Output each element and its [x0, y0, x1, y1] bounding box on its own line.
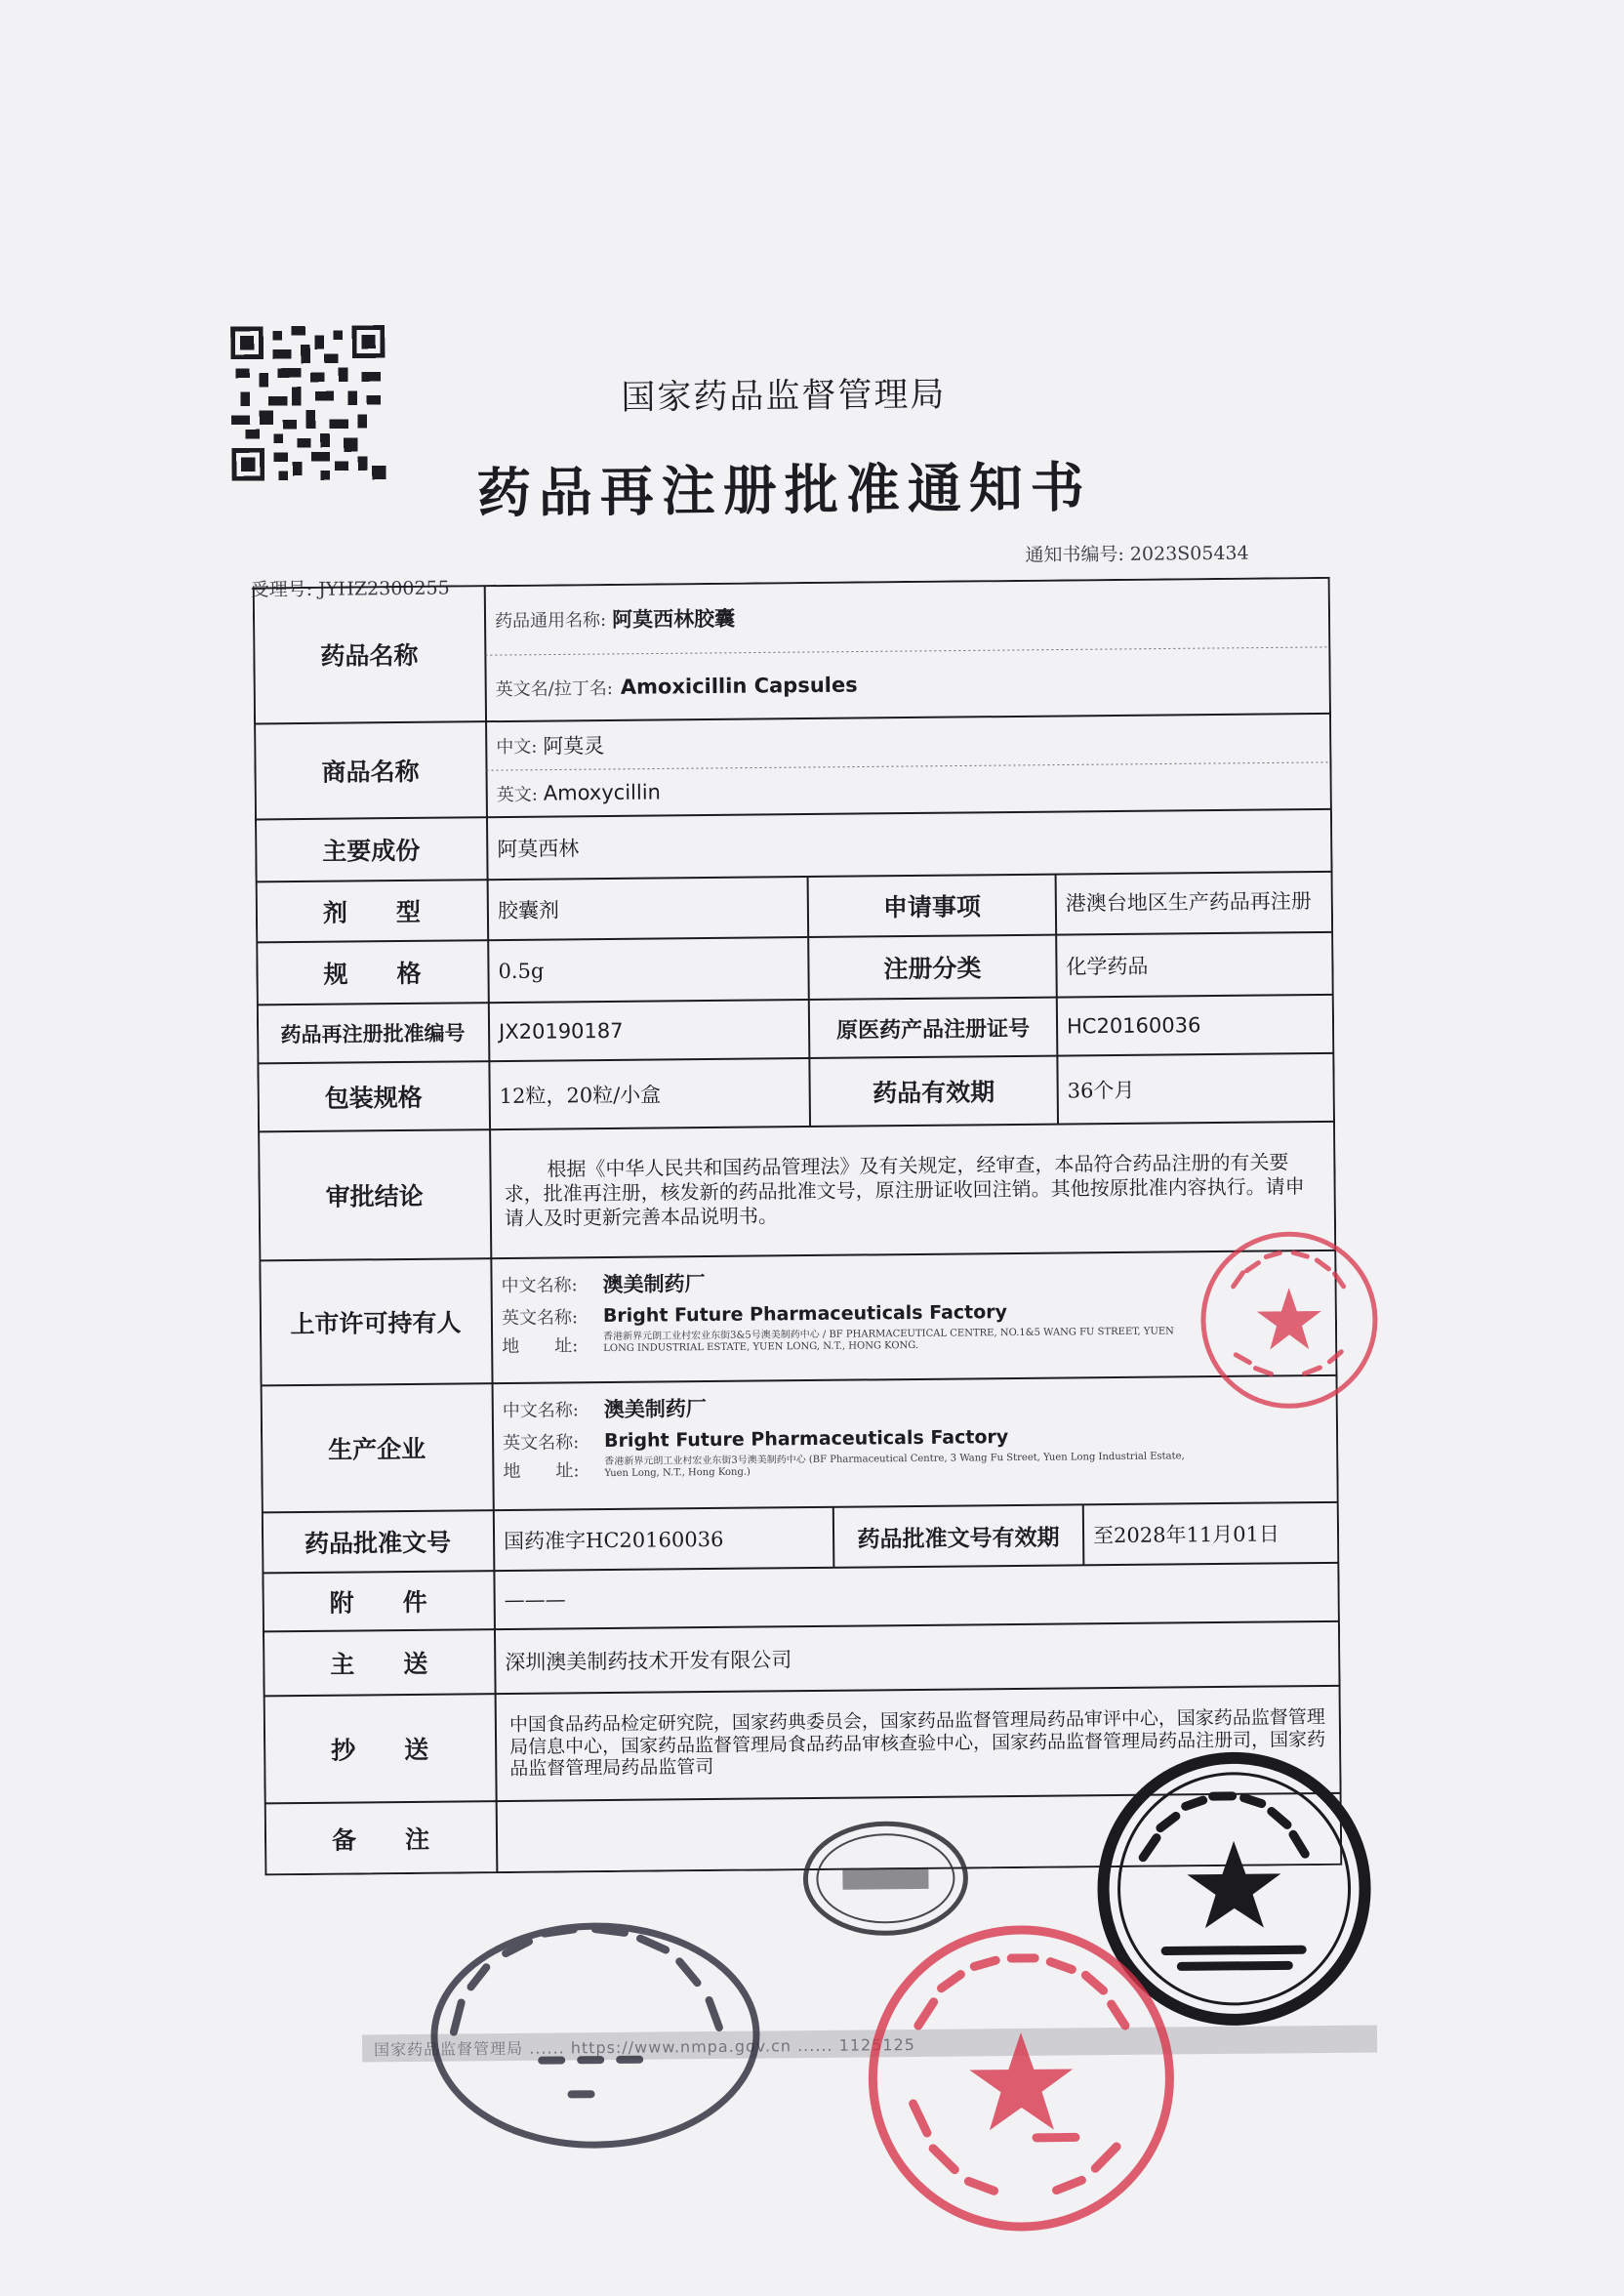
original-reg-cert-label: 原医药产品注册证号 [835, 1015, 1031, 1044]
mah-en-label: 英文名称: [501, 1307, 579, 1330]
mah-en-value: Bright Future Pharmaceuticals Factory [602, 1301, 1008, 1328]
conclusion-text: 根据《中华人民共和国药品管理法》及有关规定，经审查，本品符合药品注册的有关要求，批准再注册，核发新的药品批准文号，原注册证收回注销。其他按原批准内容执行。请申请人及时更新完善本品说明书。 [504, 1149, 1305, 1230]
trade-name-cn-value: 阿莫灵 [543, 734, 605, 758]
mah-cn-label: 中文名称: [501, 1275, 578, 1297]
attachment-label: 附 件 [329, 1587, 427, 1618]
issuer-title: 国家药品监督管理局 [621, 375, 947, 418]
document-title: 药品再注册批准通知书 [476, 455, 1093, 525]
acceptance-number: 受理号: JYHZ2300255 [250, 577, 450, 601]
manufacturer-en-label: 英文名称: [503, 1432, 580, 1455]
english-name-value: Amoxicillin Capsules [620, 673, 858, 699]
manufacturer-addr-value: 香港新界元朗工业村宏业东街3号澳美制药中心 (BF Pharmaceutical Centre, 3 Wang Fu Street, Yuen Long Industrial Estate, Yuen Long, N.T., Hong Kong.) [604, 1451, 1185, 1479]
dosage-form-value: 胶囊剂 [497, 898, 560, 923]
dosage-form-label: 剂 型 [322, 897, 422, 927]
approval-validity-label: 药品批准文号有效期 [857, 1524, 1060, 1553]
validity-value: 36个月 [1067, 1078, 1135, 1103]
manufacturer-cn-label: 中文名称: [502, 1400, 579, 1422]
primary-recipient-label: 主 送 [330, 1649, 428, 1679]
packaging-value: 12粒，20粒/小盒 [499, 1083, 662, 1109]
company-quality-red-stamp-icon [859, 1915, 1184, 2240]
conclusion-label: 审批结论 [325, 1181, 424, 1211]
approval-table [253, 577, 1343, 1876]
trade-name-en-value: Amoxycillin [543, 780, 662, 805]
ingredient-value: 阿莫西林 [497, 837, 580, 862]
english-name-row [485, 647, 1331, 721]
attachment-value: ——— [504, 1587, 566, 1613]
quality-department-stamp-icon [1196, 1226, 1383, 1414]
approval-no-label: 药品批准文号 [304, 1528, 452, 1558]
generic-name-label: 药品通用名称: [494, 609, 607, 633]
trade-name-en-row [487, 762, 1332, 817]
registration-category-label: 注册分类 [883, 954, 982, 984]
specification-label: 规 格 [323, 959, 422, 989]
manufacturer-en-value: Bright Future Pharmaceuticals Factory [604, 1426, 1009, 1453]
trade-name-cn-label: 中文: [496, 736, 538, 758]
approval-validity-value: 至2028年11月01日 [1092, 1522, 1280, 1548]
registration-category-value: 化学药品 [1066, 954, 1149, 979]
specification-value: 0.5g [498, 959, 545, 984]
generic-name-value: 阿莫西林胶囊 [611, 605, 736, 632]
notice-number: 通知书编号: 2023S05434 [1025, 542, 1249, 566]
mah-addr-label: 地 址: [502, 1335, 579, 1358]
qr-code-icon [230, 322, 386, 484]
trade-name-label: 商品名称 [321, 757, 420, 787]
mah-addr-value: 香港新界元朗工业村宏业东街3&5号澳美制药中心 / BF PHARMACEUTICAL CENTRE, NO.1&5 WANG FU STREET, YUEN LONG INDUSTRIAL ESTATE, YUEN LONG, N.T., HONG KONG. [603, 1326, 1174, 1354]
re-registration-no-label: 药品再注册批准编号 [280, 1020, 466, 1047]
cc-label: 抄 送 [330, 1735, 429, 1765]
packaging-label: 包装规格 [324, 1083, 423, 1113]
manufacturer-cn-value: 澳美制药厂 [603, 1396, 707, 1422]
validity-label: 药品有效期 [873, 1078, 995, 1108]
application-item-label: 申请事项 [882, 892, 982, 922]
ingredient-label: 主要成份 [322, 836, 421, 866]
approval-no-value: 国药准字HC20160036 [503, 1527, 724, 1554]
primary-recipient-value: 深圳澳美制药技术开发有限公司 [505, 1648, 792, 1675]
manufacturer-label: 生产企业 [328, 1434, 426, 1464]
mah-label: 上市许可持有人 [290, 1308, 462, 1339]
footer-watermark-strip: 国家药品监督管理局 ...... https://www.nmpa.gov.cn ...... 1125125 [362, 2025, 1377, 2062]
re-registration-no-value: JX20190187 [498, 1018, 624, 1045]
trade-name-en-label: 英文: [496, 784, 538, 806]
trade-name-cn-row [486, 714, 1331, 770]
mah-cn-value: 澳美制药厂 [602, 1271, 706, 1297]
generic-name-row [485, 577, 1331, 655]
english-name-label: 英文名/拉丁名: [495, 677, 613, 701]
manufacturer-addr-label: 地 址: [503, 1460, 580, 1483]
cc-value: 中国食品药品检定研究院，国家药典委员会，国家药品监督管理局药品审评中心，国家药品监督管理局信息中心，国家药品监督管理局食品药品审核查验中心，国家药品监督管理局药品注册司，国家药品监督管理局药品监管司 [508, 1705, 1326, 1781]
application-item-value: 港澳台地区生产药品再注册 [1065, 889, 1312, 916]
drug-name-label: 药品名称 [320, 640, 419, 671]
liancheng-quality-stamp-icon [424, 1911, 767, 2158]
remarks-label: 备 注 [331, 1824, 430, 1855]
original-reg-cert-value: HC20160036 [1066, 1013, 1201, 1039]
